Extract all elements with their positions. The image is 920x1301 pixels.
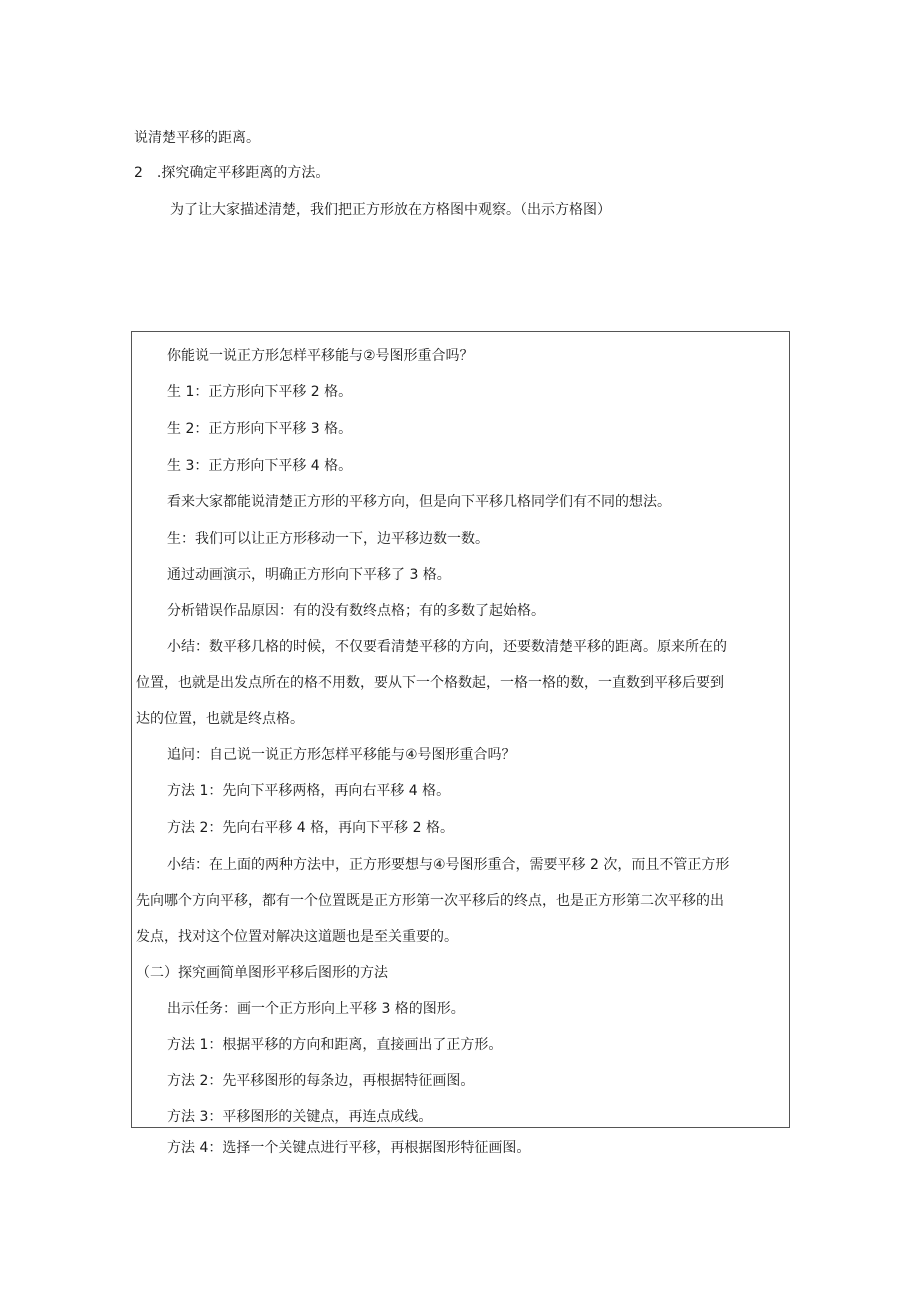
summary-2-line-3: 发点，找对这个位置对解决这道题也是至关重要的。 bbox=[136, 929, 458, 945]
step-number: 2 bbox=[134, 165, 143, 181]
step-title: .探究确定平移距离的方法。 bbox=[156, 165, 330, 181]
question-1: 你能说一说正方形怎样平移能与②号图形重合吗？ bbox=[167, 348, 474, 364]
draw-method-2: 方法 2：先平移图形的每条边，再根据特征画图。 bbox=[167, 1073, 475, 1089]
summary-2-line-1: 小结：在上面的两种方法中，正方形要想与④号图形重合，需要平移 2 次，而且不管正方形 bbox=[167, 857, 730, 873]
question-2: 追问：自己说一说正方形怎样平移能与④号图形重合吗？ bbox=[167, 747, 516, 763]
student-answer-3: 生 3：正方形向下平移 4 格。 bbox=[167, 458, 353, 474]
summary-1-line-1: 小结：数平移几格的时候，不仅要看清楚平移的方向，还要数清楚平移的距离。原来所在的 bbox=[167, 639, 727, 655]
method-1: 方法 1：先向下平移两格，再向右平移 4 格。 bbox=[167, 783, 451, 799]
intro-line-2 bbox=[134, 163, 329, 183]
teacher-remark-3: 分析错误作品原因：有的没有数终点格；有的多数了起始格。 bbox=[167, 603, 545, 619]
student-answer-1: 生 1：正方形向下平移 2 格。 bbox=[167, 384, 353, 400]
method-2: 方法 2：先向右平移 4 格，再向下平移 2 格。 bbox=[167, 820, 454, 836]
student-answer-2: 生 2：正方形向下平移 3 格。 bbox=[167, 421, 353, 437]
student-answer-4: 生：我们可以让正方形移动一下，边平移边数一数。 bbox=[167, 531, 489, 547]
draw-method-1: 方法 1：根据平移的方向和距离，直接画出了正方形。 bbox=[167, 1037, 503, 1053]
intro-line-1: 说清楚平移的距离。 bbox=[134, 130, 260, 146]
summary-1-line-2: 位置，也就是出发点所在的格不用数，要从下一个格数起，一格一格的数，一直数到平移后要到 bbox=[136, 675, 724, 691]
draw-method-4: 方法 4：选择一个关键点进行平移，再根据图形特征画图。 bbox=[167, 1140, 531, 1156]
summary-1-line-3: 达的位置，也就是终点格。 bbox=[136, 711, 304, 727]
summary-2-line-2: 先向哪个方向平移，都有一个位置既是正方形第一次平移后的终点，也是正方形第二次平移的出 bbox=[136, 893, 724, 909]
task-description: 出示任务：画一个正方形向上平移 3 格的图形。 bbox=[167, 1001, 465, 1017]
teacher-remark-1: 看来大家都能说清楚正方形的平移方向，但是向下平移几格同学们有不同的想法。 bbox=[167, 494, 671, 510]
section-2-heading: （二）探究画简单图形平移后图形的方法 bbox=[136, 965, 388, 981]
draw-method-3: 方法 3：平移图形的关键点，再连点成线。 bbox=[167, 1109, 433, 1125]
intro-line-3: 为了让大家描述清楚，我们把正方形放在方格图中观察。（出示方格图） bbox=[170, 202, 611, 218]
teacher-remark-2: 通过动画演示，明确正方形向下平移了 3 格。 bbox=[167, 567, 451, 583]
